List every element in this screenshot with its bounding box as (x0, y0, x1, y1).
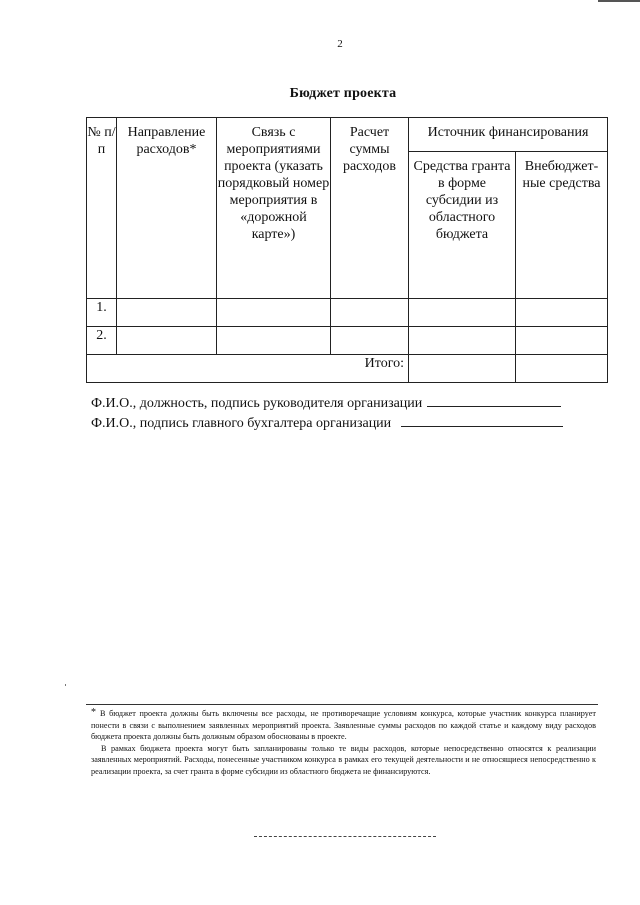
row-link (217, 299, 331, 327)
total-grant (409, 355, 516, 383)
row-num: 2. (87, 327, 117, 355)
header-row (87, 118, 608, 152)
row-calc (331, 327, 409, 355)
table-row (87, 327, 608, 355)
row-extra (516, 327, 608, 355)
top-edge-mark (598, 0, 640, 2)
head-signature-label: Ф.И.О., должность, подпись руководителя организации (91, 396, 423, 411)
footnote-paragraph-1 (91, 708, 596, 743)
table-row (87, 299, 608, 327)
accountant-signature-label: Ф.И.О., подпись главного бухгалтера организации (91, 416, 392, 431)
total-row (87, 355, 608, 383)
header-link: Связь с мероприятиями проекта (указать порядковый номер мероприятия в «дорожной карте») (217, 118, 331, 299)
total-extra (516, 355, 608, 383)
accountant-signature-line (91, 413, 601, 433)
row-link (217, 327, 331, 355)
header-source: Источник финансирования (409, 118, 608, 152)
page-number: 2 (337, 38, 343, 50)
head-signature-line (91, 393, 601, 413)
row-direction (117, 327, 217, 355)
row-direction (117, 299, 217, 327)
row-grant (409, 299, 516, 327)
header-grant: Средства гранта в форме субсидии из областного бюджета (409, 152, 516, 299)
header-calc: Расчет суммы расходов (331, 118, 409, 299)
footnote-marker: * (91, 707, 96, 718)
scan-speck (65, 684, 66, 686)
accountant-signature-blank (401, 413, 563, 427)
footnote (91, 708, 596, 778)
footnote-text-1: В бюджет проекта должны быть включены все расходы, не противоречащие условиям конкурса, которые участник конкурса планирует понести в связи с выполнением заявленных мероприятий проекта. Заявленные суммы расходов по каждой статье и каждому виду расходов бюджета проекта должны быть должным образом обоснованы в проекте. (91, 709, 596, 742)
header-num: № п/п (87, 118, 117, 299)
row-grant (409, 327, 516, 355)
signatures-block (91, 393, 601, 433)
footnote-paragraph-2: В рамках бюджета проекта могут быть запланированы только те виды расходов, которые непосредственно относятся к реализации заявленных мероприятий. Расходы, понесенные участником конкурса в рамках его текущей деятельности и не относящиеся непосредственно к реализации проекта, за счет гранта в форме субсидии из областного бюджета не финансируются. (91, 743, 596, 776)
row-extra (516, 299, 608, 327)
header-direction: Направление расходов* (117, 118, 217, 299)
head-signature-blank (427, 393, 561, 407)
page-title: Бюджет проекта (289, 86, 397, 101)
header-extra: Внебюджет-ные средства (516, 152, 608, 299)
budget-table (86, 117, 608, 383)
closing-rule (254, 836, 436, 837)
total-label: Итого: (87, 355, 409, 383)
footnote-separator (86, 704, 598, 705)
row-calc (331, 299, 409, 327)
row-num: 1. (87, 299, 117, 327)
